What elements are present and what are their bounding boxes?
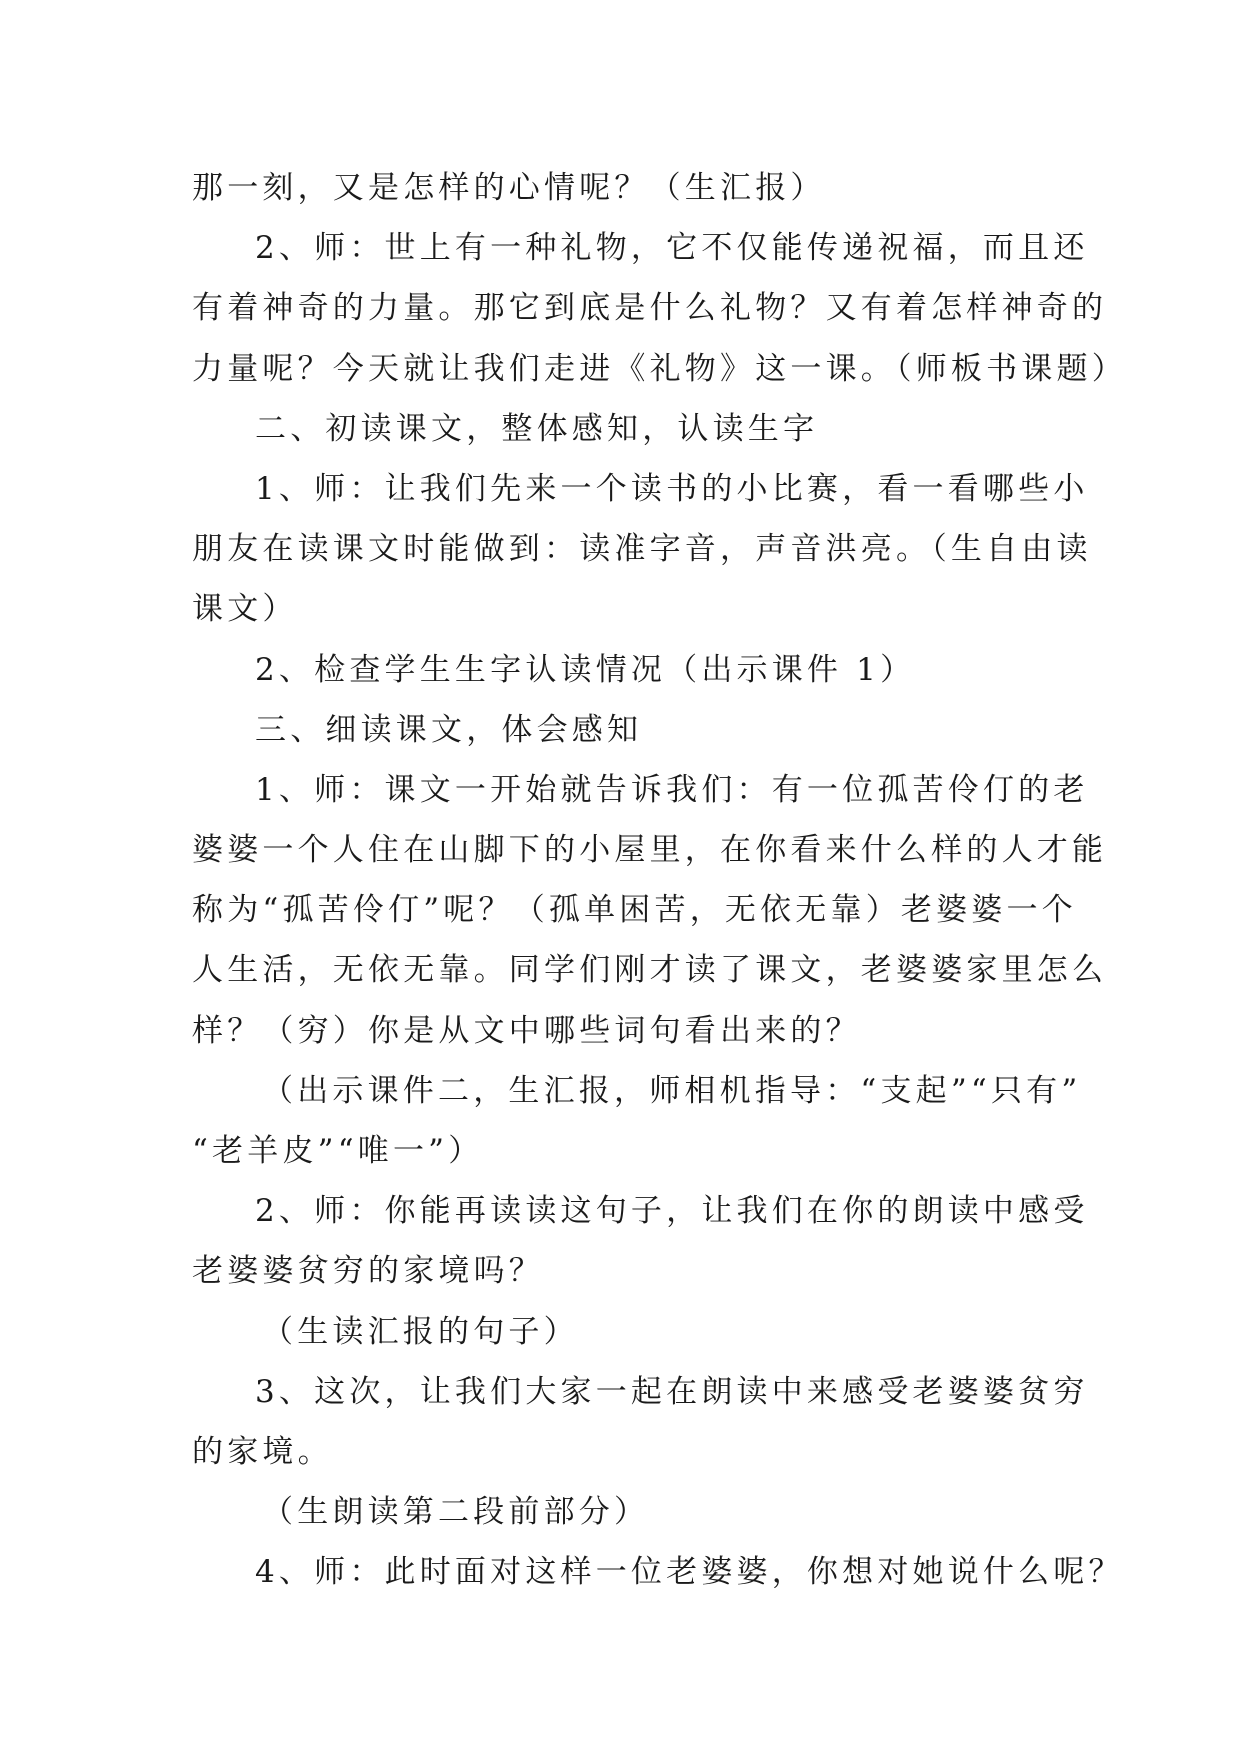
text-line: 人生活，无依无靠。同学们刚才读了课文，老婆婆家里怎么 xyxy=(192,952,1108,989)
text-line: 的家境。 xyxy=(192,1433,333,1470)
text-line: 老婆婆贫穷的家境吗？ xyxy=(192,1253,544,1290)
text-line: 力量呢？今天就让我们走进《礼物》这一课。（师板书课题） xyxy=(192,350,1127,387)
section-heading: 三、细读课文，体会感知 xyxy=(255,711,643,748)
text-line: 2、师：世上有一种礼物，它不仅能传递祝福，而且还 xyxy=(255,230,1089,267)
text-line: （生读汇报的句子） xyxy=(262,1313,579,1350)
text-line: 2、师：你能再读读这句子，让我们在你的朗读中感受 xyxy=(255,1193,1089,1230)
text-line: 称为“孤苦伶仃”呢？（孤单困苦，无依无靠）老婆婆一个 xyxy=(192,892,1077,929)
text-line: 朋友在读课文时能做到：读准字音，声音洪亮。（生自由读 xyxy=(192,531,1092,568)
text-line: 2、检查学生生字认读情况（出示课件 1） xyxy=(255,651,916,688)
text-line: 婆婆一个人住在山脚下的小屋里，在你看来什么样的人才能 xyxy=(192,832,1108,869)
text-line: 1、师：让我们先来一个读书的小比赛，看一看哪些小 xyxy=(255,470,1089,507)
text-line: 3、这次，让我们大家一起在朗读中来感受老婆婆贫穷 xyxy=(255,1373,1089,1410)
lesson-text xyxy=(192,158,1127,1603)
text-line: 样？（穷）你是从文中哪些词句看出来的？ xyxy=(192,1012,861,1049)
text-line: （生朗读第二段前部分） xyxy=(262,1494,650,1531)
text-line: 有着神奇的力量。那它到底是什么礼物？又有着怎样神奇的 xyxy=(192,290,1108,327)
text-line: 那一刻，又是怎样的心情呢？（生汇报） xyxy=(192,170,826,206)
section-heading: 二、初读课文，整体感知，认读生字 xyxy=(255,410,819,447)
text-line: “老羊皮”“唯一”） xyxy=(192,1133,484,1169)
text-line: 4、师：此时面对这样一位老婆婆，你想对她说什么呢？ xyxy=(255,1554,1124,1591)
text-line: 课文） xyxy=(192,591,298,628)
text-line: 1、师：课文一开始就告诉我们：有一位孤苦伶仃的老 xyxy=(255,771,1089,808)
text-line: （出示课件二，生汇报，师相机指导：“支起”“只有” xyxy=(262,1072,1082,1109)
